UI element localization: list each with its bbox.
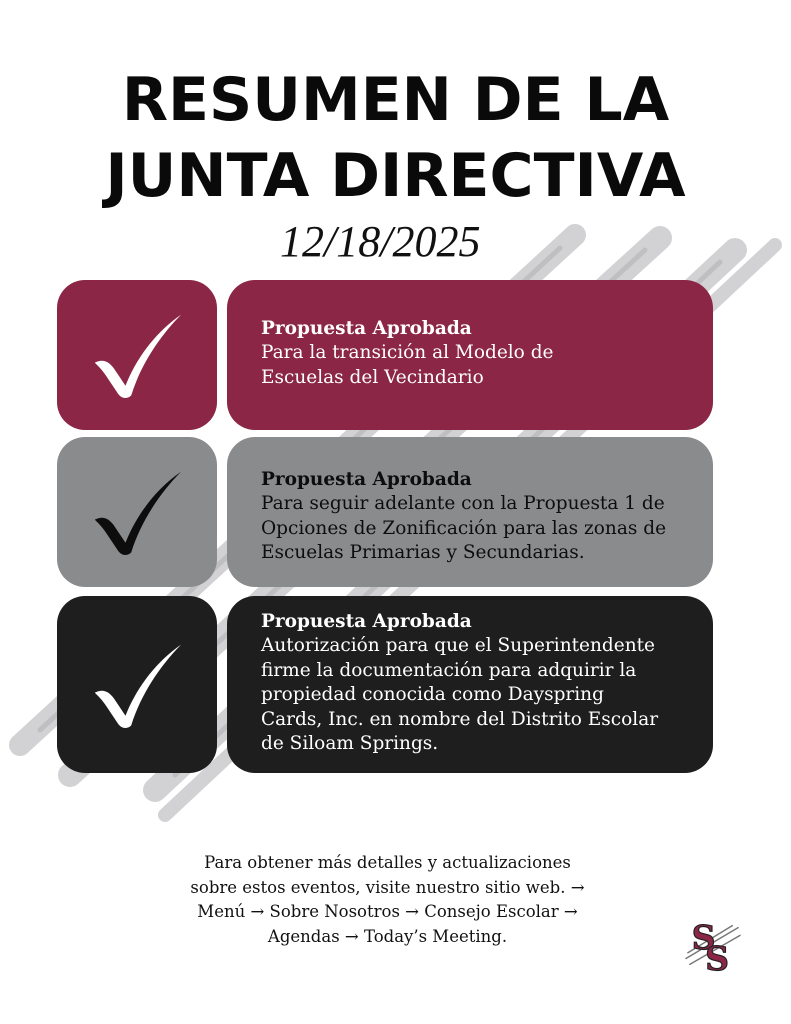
title-line-1: RESUMEN DE LA [121,65,670,135]
item-desc-3-line-1: Autorización para que el Superintendente [261,635,655,656]
approved-item-1 [57,280,713,430]
approved-item-3 [57,596,713,773]
item-desc-3-line-3: propiedad conocida como Dayspring [261,684,604,705]
check-box-2 [57,437,217,587]
item-desc-1-line-1: Para la transición al Modelo de [261,342,554,363]
text-box-1 [227,280,713,430]
item-desc-3-line-2: firme la documentación para adquirir la [261,659,637,681]
text-box-3 [227,596,713,773]
check-icon [89,464,185,560]
item-desc-2-line-3: Escuelas Primarias y Secundarias. [261,542,585,563]
item-desc-1-line-2: Escuelas del Vecindario [261,366,484,388]
item-title-3: Propuesta Aprobada [261,611,472,632]
title-line-2: JUNTA DIRECTIVA [105,141,686,211]
item-desc-3-line-4: Cards, Inc. en nombre del Distrito Escolar [261,708,659,730]
item-desc-2-line-1: Para seguir adelante con la Propuesta 1 de [261,493,665,514]
footer-line-3: Menú → Sobre Nosotros → Consejo Escolar → [197,902,578,921]
item-desc-3-line-5: de Siloam Springs. [261,733,439,754]
item-title-1: Propuesta Aprobada [261,318,472,339]
school-logo-icon [684,916,742,974]
svg-text:S: S [705,939,730,974]
meeting-date: 12/18/2025 [280,217,481,266]
check-box-1 [57,280,217,430]
footer-line-1: Para obtener más detalles y actualizaciones [204,853,571,872]
text-box-2 [227,437,713,587]
item-title-2: Propuesta Aprobada [261,469,472,490]
page-title [0,62,791,214]
check-icon [89,307,185,403]
footer-line-4: Agendas → Today’s Meeting. [267,926,508,946]
item-desc-2-line-2: Opciones de Zonificación para las zonas de [261,517,667,539]
check-box-3 [57,596,217,773]
footer-instructions [150,851,625,949]
svg-text:S: S [691,917,716,957]
check-icon [89,637,185,733]
footer-line-2: sobre estos eventos, visite nuestro sitio web. → [190,877,585,897]
approved-item-2 [57,437,713,587]
